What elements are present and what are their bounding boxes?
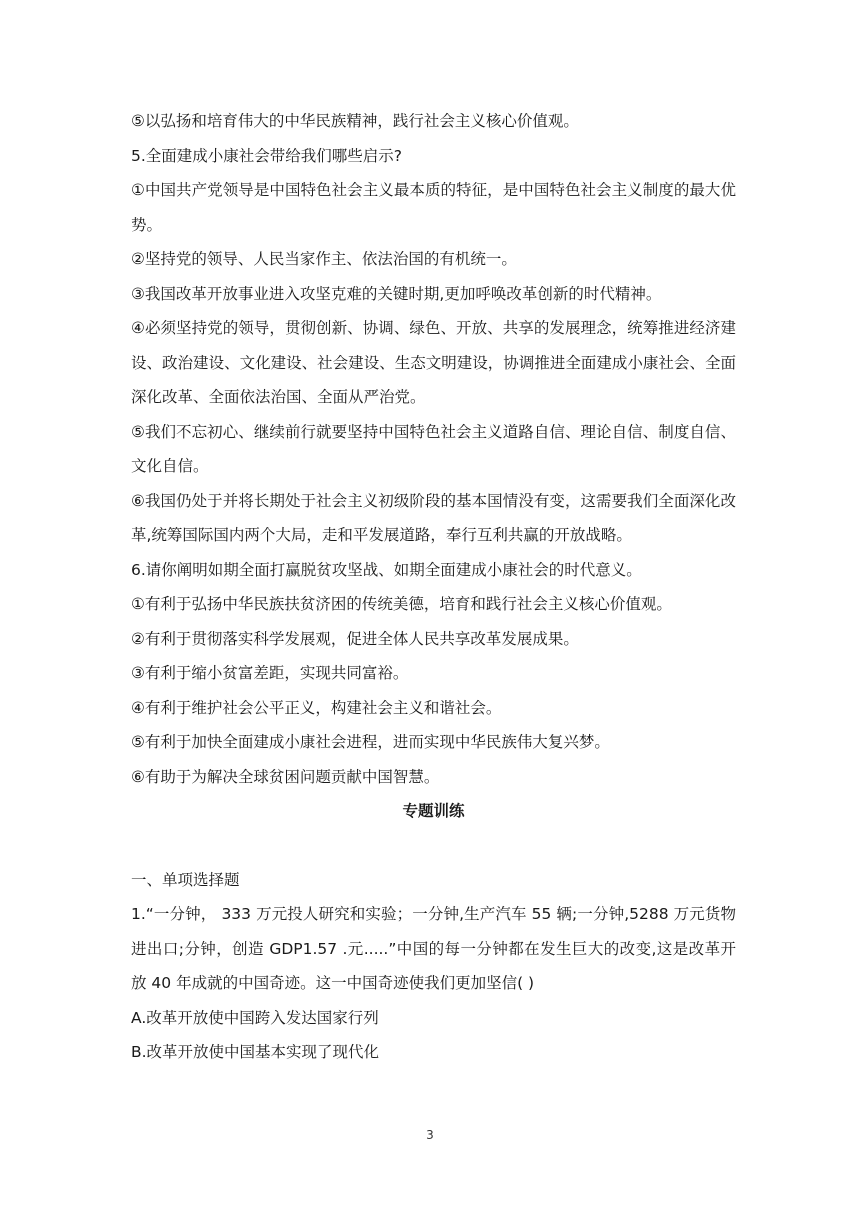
list-item: ④有利于维护社会公平正义，构建社会主义和谐社会。: [131, 698, 502, 717]
list-item: ⑤以弘扬和培育伟大的中华民族精神，践行社会主义核心价值观。: [131, 112, 579, 130]
list-item: ⑥我国仍处于并将长期处于社会主义初级阶段的基本国情没有变，这需要我们全面深化改革,统筹国际国内两个大局，走和平发展道路，奉行互利共赢的开放战略。: [131, 491, 736, 544]
list-item: ②有利于贯彻落实科学发展观，促进全体人民共享改革发展成果。: [131, 629, 579, 648]
list-item: ⑤我们不忘初心、继续前行就要坚持中国特色社会主义道路自信、理论自信、制度自信、文化自信。: [131, 422, 736, 475]
section-title: 专题训练: [402, 802, 465, 820]
list-item: ③有利于缩小贫富差距，实现共同富裕。: [131, 664, 409, 682]
list-item: ①有利于弘扬中华民族扶贫济困的传统美德，培育和践行社会主义核心价值观。: [131, 595, 672, 613]
list-item: ③我国改革开放事业进入攻坚克难的关键时期,更加呼唤改革创新的时代精神。: [131, 284, 662, 303]
page-number: 3: [426, 1128, 434, 1142]
list-item: ④必须坚持党的领导，贯彻创新、协调、绿色、开放、共享的发展理念，统筹推进经济建设、政治建设、文化建设、社会建设、生态文明建设，协调推进全面建成小康社会、全面深化改革、全面依法治国、全面从严治党。: [131, 319, 736, 406]
list-item: ②坚持党的领导、人民当家作主、依法治国的有机统一。: [131, 250, 517, 268]
page-content: [131, 104, 736, 1070]
section-heading: 一、单项选择题: [131, 870, 240, 889]
list-item: ⑤有利于加快全面建成小康社会进程，进而实现中华民族伟大复兴梦。: [131, 733, 610, 751]
question-1: 1.“一分钟， 333 万元投人研究和实验；一分钟,生产汽车 55 辆;一分钟,5288 万元货物进出口;分钟，创造 GDP1.57 .元.....”中国的每一分钟都在发生巨大的改变,这是改革开放 40 年成就的中国奇迹。这一中国奇迹使我们更加坚信( ): [131, 905, 736, 992]
option-a: A.改革开放使中国跨入发达国家行列: [131, 1008, 379, 1027]
list-item: ⑥有助于为解决全球贫困问题贡献中国智慧。: [131, 767, 440, 786]
option-b: B.改革开放使中国基本实现了现代化: [131, 1043, 380, 1061]
list-item: ①中国共产党领导是中国特色社会主义最本质的特征，是中国特色社会主义制度的最大优势。: [131, 181, 736, 234]
question-5-title: 5.全面建成小康社会带给我们哪些启示?: [131, 146, 403, 165]
question-6-title: 6.请你阐明如期全面打赢脱贫攻坚战、如期全面建成小康社会的时代意义。: [131, 560, 642, 579]
